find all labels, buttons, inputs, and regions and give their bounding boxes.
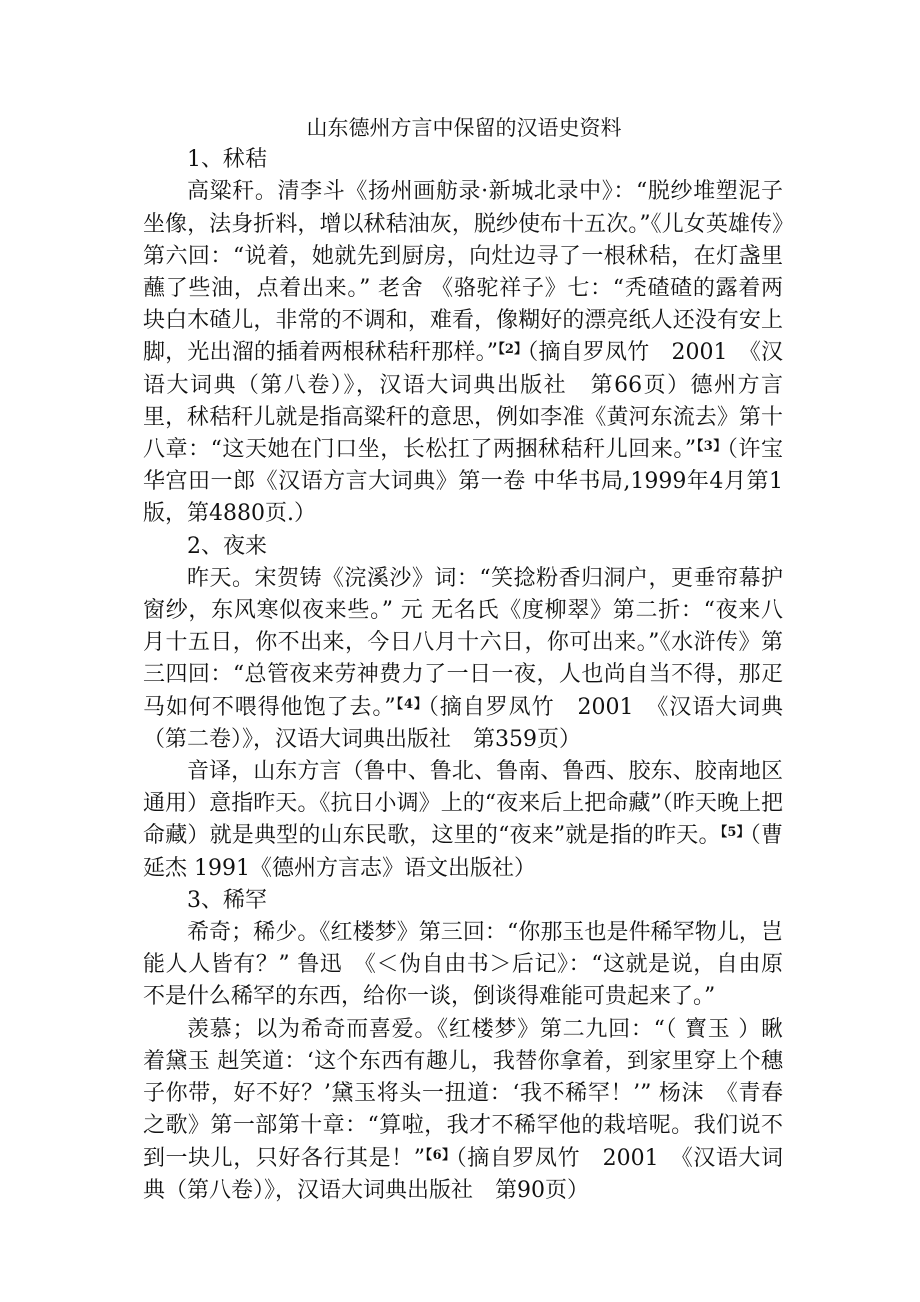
reference-marker: 【3】 xyxy=(696,439,727,455)
paragraph-text: （许宝华宫田一郎《汉语方言大词典》第一卷 中华书局,1999年4月第1版，第4880页.） xyxy=(143,437,783,527)
section-heading-3: 3、稀罕 xyxy=(187,887,267,913)
reference-marker: 【4】 xyxy=(395,696,428,712)
paragraph-text: （曹延杰 1991《德州方言志》语文出版社） xyxy=(143,823,783,881)
paragraph-text: 音译，山东方言（鲁中、鲁北、鲁南、鲁西、胶东、胶南地区通用）意指昨天。《抗日小调》上的“夜来后上把命藏”（昨天晚上把命藏）就是典型的山东民歌，这里的“夜来”就是指的昨天。 xyxy=(143,759,783,849)
paragraph-3-1 xyxy=(143,917,783,1014)
paragraph-text: 昨天。宋贺铸《浣溪沙》词：“笑捻粉香归洞户，更垂帘幕护窗纱，东风寒似夜来些。” 元 无名氏《度柳翠》第二折：“夜来八月十五日，你不出来，今日八月十六日，你可出来。”《水浒传》第三四回：“总管夜来劳神费力了一日一夜，人也尚自当不得，那疋马如何不喂得他饱了去。” xyxy=(143,565,783,720)
section-heading-1: 1、秫秸 xyxy=(187,147,267,173)
paragraph-text: （摘自罗凤竹 2001 《汉语大词典（第二卷）》，汉语大词典出版社 第359页） xyxy=(143,694,784,752)
section-heading-2: 2、夜来 xyxy=(187,533,267,559)
reference-marker: 【2】 xyxy=(498,342,528,358)
paragraph-text: （摘自罗凤竹 2001 《汉语大词典（第八卷）》，汉语大词典出版社 第90页） xyxy=(143,1145,783,1203)
paragraph-text: （摘自罗凤竹 2001 《汉语大词典（第八卷）》，汉语大词典出版社 第66页）德州方言里，秫秸秆儿就是指高粱秆的意思，例如李准《黄河东流去》第十八章：“这天她在门口坐，长松扛了两捆秫秸秆儿回来。” xyxy=(143,340,784,463)
paragraph-text: 羡慕；以为希奇而喜爱。《红楼梦》第二九回：“（ 寳玉 ）瞅着黛玉 赳笑道：‘这个东西有趣儿，我替你拿着，到家里穿上个穗子你带，好不好？’黛玉将头一扭道：‘我不稀罕！’” 杨沫 《青春之歌》第一部第十章：“算啦，我才不稀罕他的栽培呢。我们说不到一块儿，只好各行其是！” xyxy=(143,1016,783,1171)
paragraph-2-1 xyxy=(143,563,783,756)
document-page xyxy=(143,112,783,1207)
paragraph-1-1 xyxy=(143,176,783,530)
document-title: 山东德州方言中保留的汉语史资料 xyxy=(306,116,622,140)
paragraph-2-2 xyxy=(143,756,783,885)
paragraph-text: 希奇；稀少。《红楼梦》第三回：“你那玉也是件稀罕物儿，岂能人人皆有？” 鲁迅 《＜伪自由书＞后记》：“这就是说，自由原不是什么稀罕的东西，给你一谈，倒谈得难能可贵起来了。” xyxy=(143,920,783,1010)
reference-marker: 【5】 xyxy=(720,825,750,841)
reference-marker: 【6】 xyxy=(424,1147,456,1163)
paragraph-3-2 xyxy=(143,1014,783,1207)
paragraph-text: 高粱秆。清李斗《扬州画舫录·新城北录中》：“脱纱堆塑泥子坐像，法身折料，增以秫秸油灰，脱纱使布十五次。”《儿女英雄传》第六回：“说着，她就先到厨房，向灶边寻了一根秫秸，在灯盏里蘸了些油，点着出来。” 老舍 《骆驼祥子》七：“秃碴碴的露着两块白木碴儿，非常的不调和，难看，像糊好的漂亮纸人还没有安上脚，光出溜的插着两根秫秸秆那样。” xyxy=(143,179,783,366)
